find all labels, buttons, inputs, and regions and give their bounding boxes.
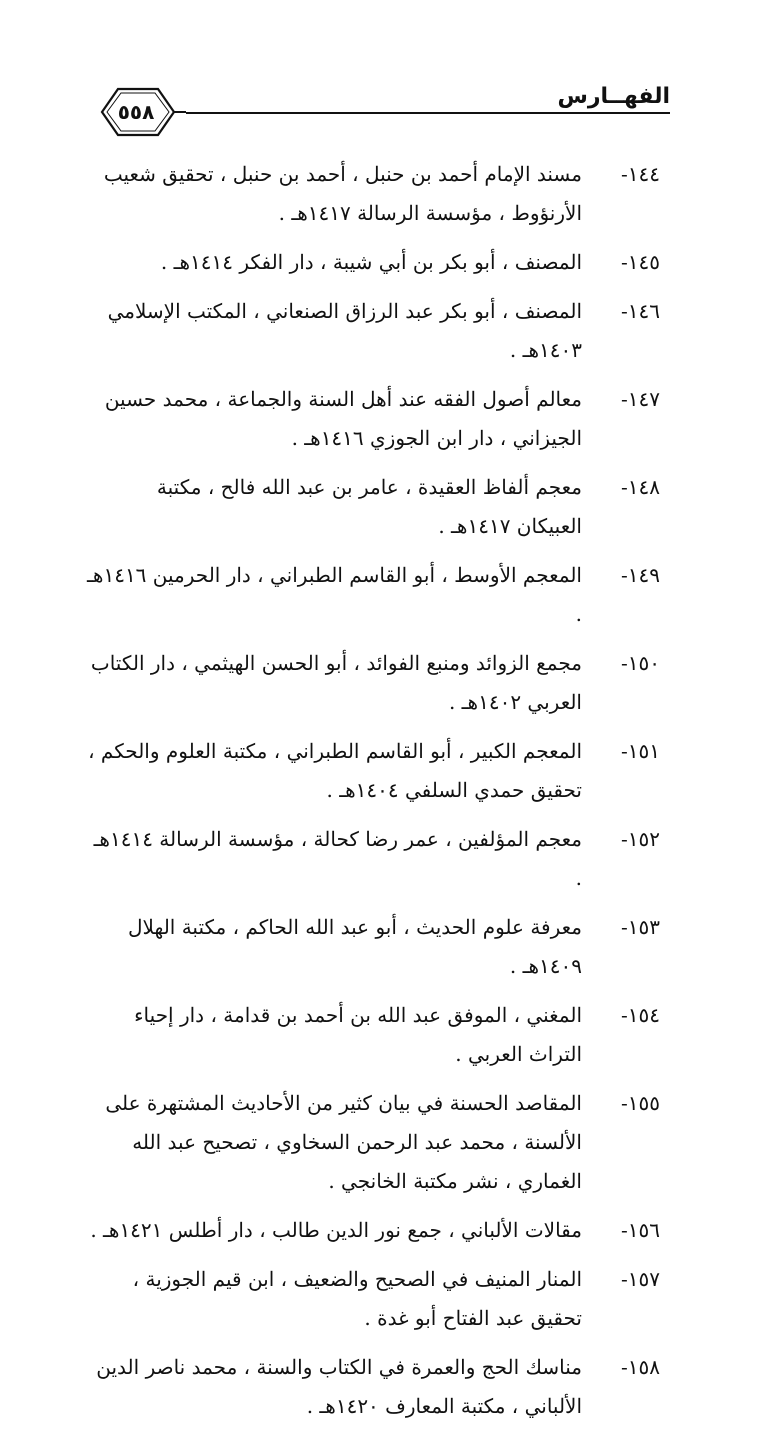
entry-number: ١٥٨- <box>621 1355 660 1379</box>
bibliography-entry <box>86 996 660 1074</box>
bibliography-entry <box>86 1211 660 1250</box>
bibliography-entry <box>86 243 660 282</box>
entry-number: ١٤٥- <box>621 250 660 274</box>
entry-text: مجمع الزوائد ومنبع الفوائد ، أبو الحسن الهيثمي ، دار الكتاب العربي ١٤٠٢هـ . <box>90 651 582 714</box>
bibliography-entry <box>86 1084 660 1201</box>
bibliography-entry <box>86 556 660 634</box>
entry-number: ١٤٩- <box>621 563 660 587</box>
entry-text: مقالات الألباني ، جمع نور الدين طالب ، دار أطلس ١٤٢١هـ . <box>90 1218 582 1242</box>
entry-number: ١٥٠- <box>621 651 660 675</box>
bibliography-entry <box>86 155 660 233</box>
bibliography-entry <box>86 1260 660 1338</box>
bibliography-entry <box>86 644 660 722</box>
bibliography-entry <box>86 292 660 370</box>
entry-number: ١٤٤- <box>621 162 660 186</box>
bibliography-entry <box>86 468 660 546</box>
page-number-badge <box>86 80 186 144</box>
bibliography-list <box>86 155 660 1436</box>
entry-text: معجم ألفاظ العقيدة ، عامر بن عبد الله فالح ، مكتبة العبيكان ١٤١٧هـ . <box>156 475 582 538</box>
entry-text: معرفة علوم الحديث ، أبو عبد الله الحاكم ، مكتبة الهلال ١٤٠٩هـ . <box>128 915 582 978</box>
entry-text: المنار المنيف في الصحيح والضعيف ، ابن قيم الجوزية ، تحقيق عبد الفتاح أبو غدة . <box>132 1267 582 1330</box>
entry-text: المعجم الكبير ، أبو القاسم الطبراني ، مكتبة العلوم والحكم ، تحقيق حمدي السلفي ١٤٠٤هـ . <box>88 739 582 802</box>
bibliography-entry <box>86 820 660 898</box>
entry-text: المغني ، الموفق عبد الله بن أحمد بن قدامة ، دار إحياء التراث العربي . <box>134 1003 582 1066</box>
entry-number: ١٥٥- <box>621 1091 660 1115</box>
bibliography-entry <box>86 732 660 810</box>
section-title: الفهــارس <box>557 84 670 109</box>
entry-text: مناسك الحج والعمرة في الكتاب والسنة ، محمد ناصر الدين الألباني ، مكتبة المعارف ١٤٢٠هـ . <box>96 1355 582 1418</box>
entry-text: المقاصد الحسنة في بيان كثير من الأحاديث المشتهرة على الألسنة ، محمد عبد الرحمن السخاوي ، تصحيح عبد الله الغماري ، نشر مكتبة الخانجي . <box>105 1091 582 1193</box>
entry-text: المصنف ، أبو بكر عبد الرزاق الصنعاني ، المكتب الإسلامي ١٤٠٣هـ . <box>107 299 582 362</box>
bibliography-entry <box>86 1348 660 1426</box>
page-number: ٥٥٨ <box>117 100 155 124</box>
entry-number: ١٤٦- <box>621 299 660 323</box>
header-rule <box>186 112 670 114</box>
entry-text: مسند الإمام أحمد بن حنبل ، أحمد بن حنبل ، تحقيق شعيب الأرنؤوط ، مؤسسة الرسالة ١٤١٧هـ . <box>103 162 582 225</box>
entry-text: المعجم الأوسط ، أبو القاسم الطبراني ، دار الحرمين ١٤١٦هـ . <box>87 563 582 626</box>
entry-number: ١٥٧- <box>621 1267 660 1291</box>
entry-number: ١٥٤- <box>621 1003 660 1027</box>
entry-number: ١٥٦- <box>621 1218 660 1242</box>
entry-number: ١٤٧- <box>621 387 660 411</box>
bibliography-entry <box>86 908 660 986</box>
entry-number: ١٥١- <box>621 739 660 763</box>
page-header <box>86 80 670 128</box>
entry-text: معجم المؤلفين ، عمر رضا كحالة ، مؤسسة الرسالة ١٤١٤هـ . <box>93 827 582 890</box>
entry-text: المصنف ، أبو بكر بن أبي شيبة ، دار الفكر ١٤١٤هـ . <box>160 250 582 274</box>
entry-text: معالم أصول الفقه عند أهل السنة والجماعة ، محمد حسين الجيزاني ، دار ابن الجوزي ١٤١٦هـ . <box>104 387 582 450</box>
entry-number: ١٤٨- <box>621 475 660 499</box>
entry-number: ١٥٣- <box>621 915 660 939</box>
entry-number: ١٥٢- <box>621 827 660 851</box>
bibliography-entry <box>86 380 660 458</box>
